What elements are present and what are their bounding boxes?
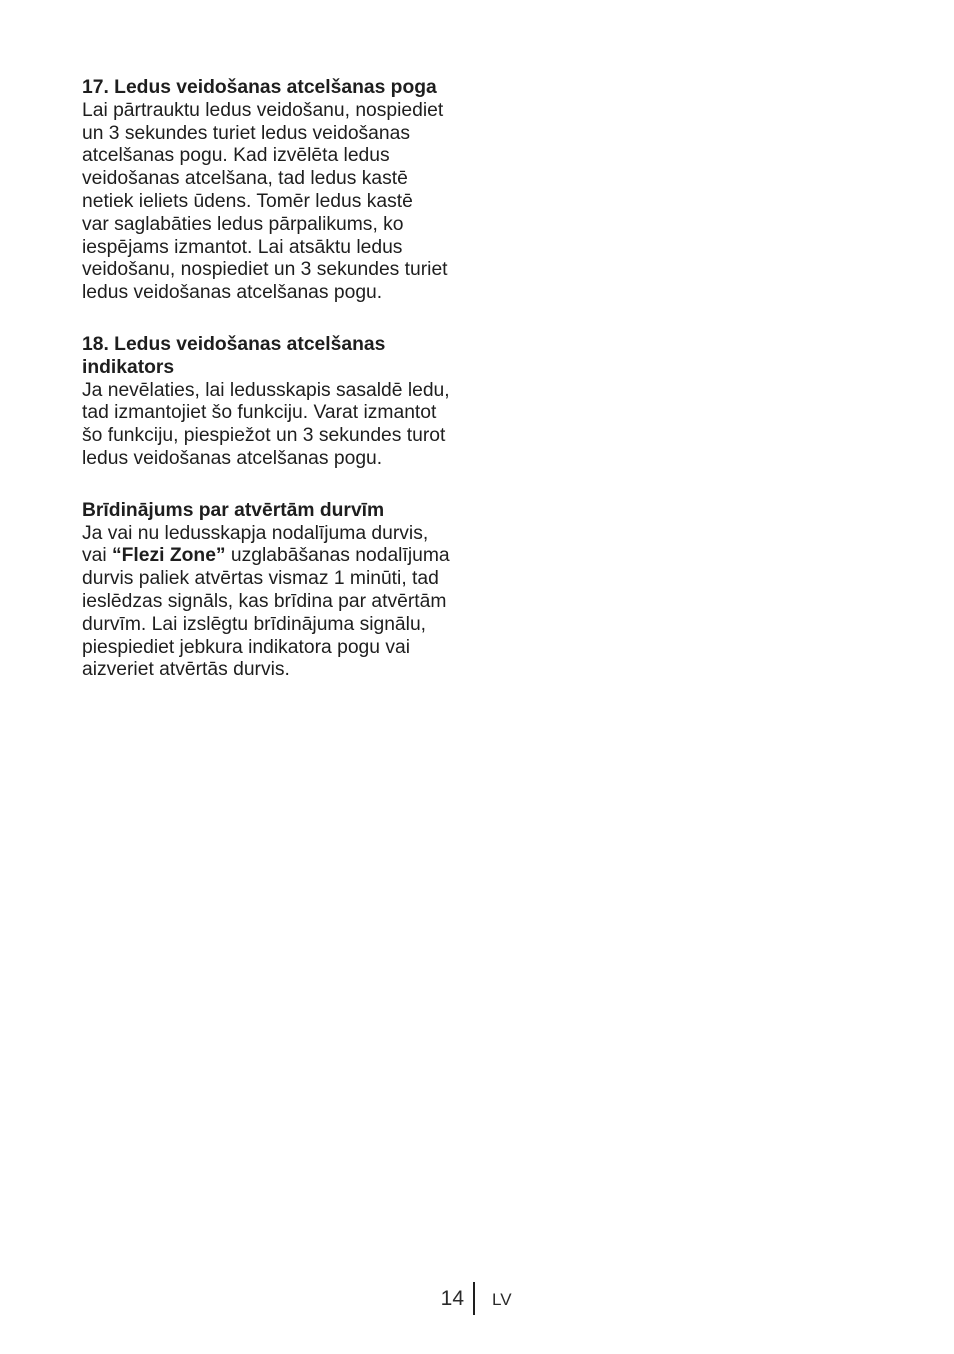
footer-divider (473, 1282, 475, 1315)
body-line: ledus veidošanas atcelšanas pogu. (82, 447, 383, 469)
section-heading (82, 500, 482, 523)
body-text: uzglabāšanas nodalījuma (225, 545, 450, 567)
section-ice-making-cancel-button (82, 77, 482, 305)
body-line: veidošanas atcelšana, tad ledus kastē (82, 168, 408, 190)
body-line: veidošanu, nospiediet un 3 sekundes turiet (82, 259, 448, 281)
flezi-zone-term: “Flezi Zone” (112, 545, 226, 567)
page-footer (0, 1282, 954, 1316)
body-line: netiek ieliets ūdens. Tomēr ledus kastē (82, 190, 413, 212)
heading-line: Brīdinājums par atvērtām durvīm (82, 499, 385, 521)
body-line: atcelšanas pogu. Kad izvēlēta ledus (82, 145, 390, 167)
body-line: šo funkciju, piespiežot un 3 sekundes turot (82, 425, 446, 447)
body-line: aizveriet atvērtās durvis. (82, 659, 290, 681)
body-line: ieslēdzas signāls, kas brīdina par atvērtām (82, 590, 447, 612)
body-line: var saglabāties ledus pārpalikums, ko (82, 213, 404, 235)
body-line-with-emphasis (82, 545, 482, 568)
heading-line: 18. Ledus veidošanas atcelšanas (82, 333, 386, 355)
section-heading (82, 334, 482, 380)
section-ice-making-cancel-indicator (82, 334, 482, 471)
language-code: LV (492, 1290, 512, 1309)
body-line: durvīm. Lai izslēgtu brīdinājuma signālu, (82, 613, 427, 635)
heading-line: 17. Ledus veidošanas atcelšanas poga (82, 77, 437, 98)
body-line: Lai pārtrauktu ledus veidošanu, nospiediet (82, 99, 444, 121)
section-open-door-warning (82, 500, 482, 682)
body-line: Ja vai nu ledusskapja nodalījuma durvis, (82, 522, 429, 544)
body-line: iespējams izmantot. Lai atsāktu ledus (82, 236, 403, 258)
body-text: vai (82, 545, 113, 567)
heading-line: indikators (82, 356, 175, 378)
body-line: durvis paliek atvērtas vismaz 1 minūti, tad (82, 568, 439, 590)
body-line: Ja nevēlaties, lai ledusskapis sasaldē ledu, (82, 379, 450, 401)
body-line: tad izmantojiet šo funkciju. Varat izmantot (82, 402, 437, 424)
section-heading (82, 77, 482, 100)
text-column (82, 77, 482, 682)
body-line: piespiediet jebkura indikatora pogu vai (82, 636, 410, 658)
body-line: ledus veidošanas atcelšanas pogu. (82, 282, 383, 304)
page-number: 14 (440, 1287, 464, 1310)
body-line: un 3 sekundes turiet ledus veidošanas (82, 122, 410, 144)
